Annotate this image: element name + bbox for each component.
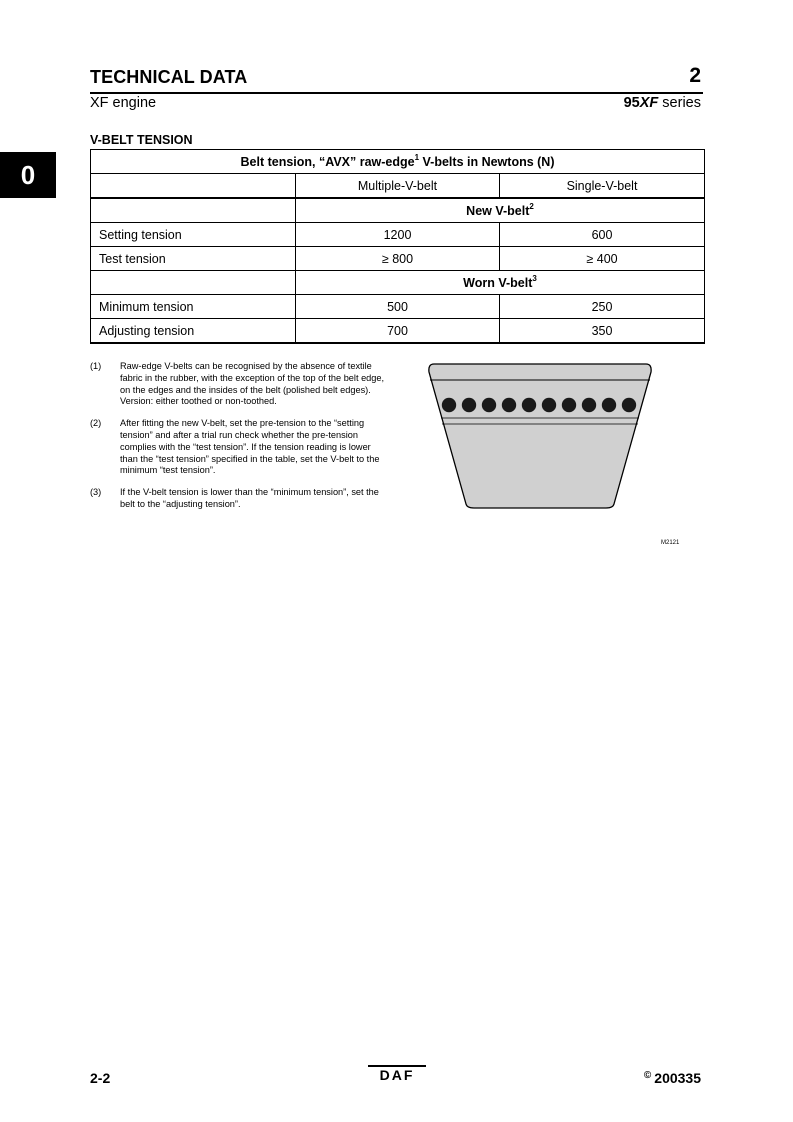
cell-multiple: 500 xyxy=(296,295,500,319)
chapter-number: 2 xyxy=(689,64,701,87)
page-title: TECHNICAL DATA xyxy=(90,67,248,87)
table-row xyxy=(91,319,705,344)
cell-single: ≥ 400 xyxy=(500,247,705,271)
copyright-symbol: © xyxy=(643,1070,652,1081)
belt-cord xyxy=(602,398,616,412)
belt-body xyxy=(429,364,651,508)
col-header-single: Single-V-belt xyxy=(500,174,705,199)
group-label-empty xyxy=(91,271,296,295)
belt-tension-table xyxy=(90,149,705,344)
page-number: 2-2 xyxy=(90,1070,111,1086)
series-model: XF xyxy=(639,95,659,111)
group-label-new: New V-belt$^2$ xyxy=(296,198,705,223)
row-label: Test tension xyxy=(91,247,296,271)
belt-cord xyxy=(502,398,516,412)
svg-text:DAF: DAF xyxy=(379,1067,415,1082)
series-suffix: series xyxy=(658,95,701,111)
chapter-tab[interactable]: 0 xyxy=(0,152,56,198)
table-caption-row xyxy=(91,150,705,174)
row-label: Adjusting tension xyxy=(91,319,296,344)
v-belt-cross-section-figure xyxy=(426,360,654,510)
table-row xyxy=(91,223,705,247)
footnote-number: (1) xyxy=(90,361,102,371)
cell-single: 250 xyxy=(500,295,705,319)
group-label-worn: Worn V-belt$^3$ xyxy=(296,271,705,295)
copyright-code: 200335 xyxy=(654,1070,701,1086)
footnote xyxy=(90,487,390,511)
belt-cord xyxy=(542,398,556,412)
series-label xyxy=(624,95,701,111)
footnote xyxy=(90,418,390,477)
section-title: V-BELT TENSION xyxy=(90,133,193,147)
cell-multiple: 700 xyxy=(296,319,500,344)
row-label: Minimum tension xyxy=(91,295,296,319)
belt-cord xyxy=(522,398,536,412)
cell-single: 600 xyxy=(500,223,705,247)
table-caption: Belt tension, “AVX” raw-edge$^1$ V-belts in Newtons (N) xyxy=(91,150,705,174)
belt-cord xyxy=(582,398,596,412)
series-number: 95 xyxy=(623,95,640,111)
copyright xyxy=(644,1070,701,1086)
footnote xyxy=(90,361,390,408)
row-label: Setting tension xyxy=(91,223,296,247)
daf-logo xyxy=(368,1064,426,1082)
table-header-empty xyxy=(91,174,296,199)
figure-code: M2121 xyxy=(661,540,680,546)
footnotes xyxy=(90,361,390,521)
belt-cord xyxy=(562,398,576,412)
table-row xyxy=(91,247,705,271)
belt-cord xyxy=(482,398,496,412)
header-rule xyxy=(90,92,703,94)
page-subtitle: XF engine xyxy=(90,95,157,111)
footnote-number: (2) xyxy=(90,418,102,429)
col-header-multiple: Multiple-V-belt xyxy=(296,174,500,199)
footnote-number: (3) xyxy=(90,487,102,498)
belt-cord xyxy=(442,398,456,412)
cell-single: 350 xyxy=(500,319,705,344)
footnote-text: If the V-belt tension is lower than the “minimum tension”, set the belt to the “adjusting tension”. xyxy=(120,487,379,509)
belt-cord xyxy=(462,398,476,412)
footnote-text: Raw-edge V-belts can be recognised by the absence of textile fabric in the rubber, with the exception of the top of the belt edge, on the edges and the insides of the belt (polished belt edges). Version: either toothed or non-toothed. xyxy=(120,361,385,407)
group-row-worn xyxy=(91,271,705,295)
group-label-empty xyxy=(91,198,296,223)
cell-multiple: ≥ 800 xyxy=(296,247,500,271)
belt-cord xyxy=(622,398,636,412)
table-header-row xyxy=(91,174,705,199)
table-row xyxy=(91,295,705,319)
footnote-text: After fitting the new V-belt, set the pre-tension to the “setting tension” and after a trial run check whether the pre-tension complies with the “test tension”. If the tension reading is lower than the “test tension” specified in the table, set the V-belt to the minimum “test tension”. xyxy=(120,418,380,476)
group-row-new xyxy=(91,198,705,223)
cell-multiple: 1200 xyxy=(296,223,500,247)
